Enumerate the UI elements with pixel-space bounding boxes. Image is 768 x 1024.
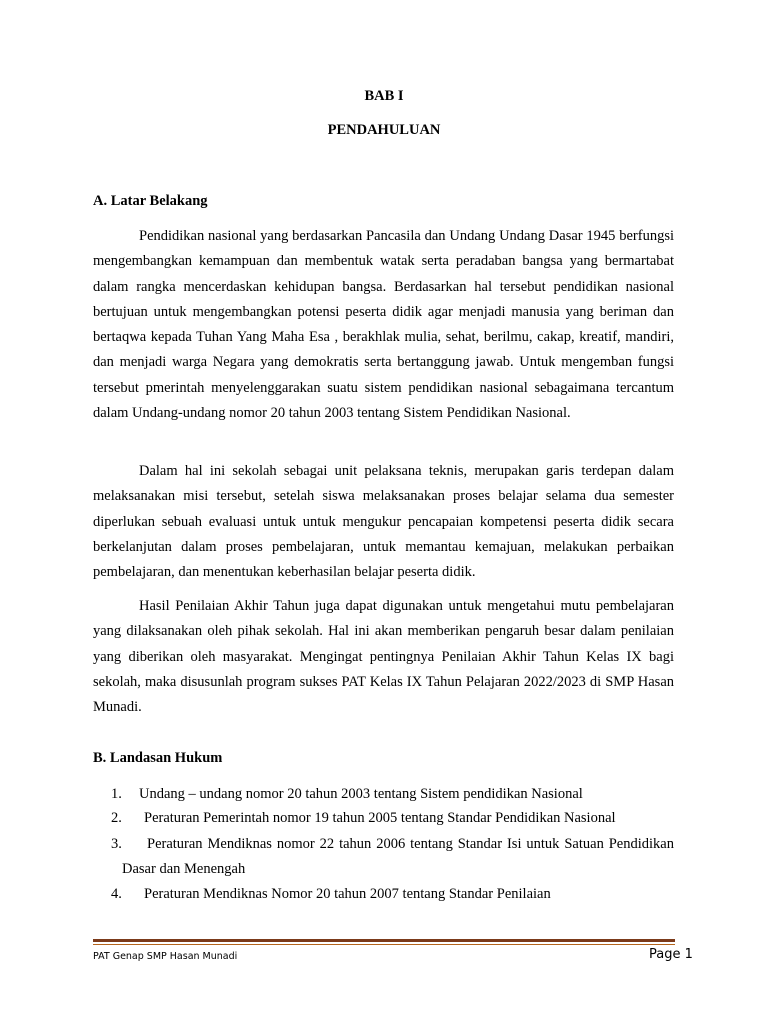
list-item-number: 2. <box>111 810 122 826</box>
list-item <box>93 806 674 830</box>
section-b-title: B. Landasan Hukum <box>93 750 223 766</box>
chapter-title: PENDAHULUAN <box>327 122 441 138</box>
section-a-title: A. Latar Belakang <box>93 193 208 209</box>
page-number: Page 1 <box>649 947 693 962</box>
list-item-number: 1. <box>111 786 122 802</box>
footer-rule-thin <box>93 944 675 945</box>
list-item <box>93 832 674 882</box>
footer-document-name: PAT Genap SMP Hasan Munadi <box>93 951 238 962</box>
footer-rule <box>93 939 675 942</box>
list-item <box>93 882 674 906</box>
chapter-number: BAB I <box>364 88 404 104</box>
list-item-text: Peraturan Mendiknas nomor 22 tahun 2006 tentang Standar Isi untuk Satuan Pendidikan Dasar dan Menengah <box>122 836 674 877</box>
paragraph-2: Dalam hal ini sekolah sebagai unit pelaksana teknis, merupakan garis terdepan dalam melaksanakan misi tersebut, setelah siswa melaksanakan proses belajar selama dua semester diperlukan sebuah evaluasi untuk untuk mengukur pencapaian kompetensi peserta didik secara berkelanjutan dalam proses pembelajaran, untuk memantau kemajuan, melakukan perbaikan pembelajaran, dan menentukan keberhasilan belajar peserta didik. <box>93 463 674 581</box>
list-item-text: Peraturan Pemerintah nomor 19 tahun 2005 tentang Standar Pendidikan Nasional <box>144 810 616 826</box>
list-item-text: Undang – undang nomor 20 tahun 2003 tentang Sistem pendidikan Nasional <box>139 786 583 802</box>
list-item <box>93 782 674 806</box>
list-item-number: 3. <box>111 836 122 852</box>
list-item-text: Peraturan Mendiknas Nomor 20 tahun 2007 tentang Standar Penilaian <box>144 886 551 902</box>
list-item-number: 4. <box>111 886 122 902</box>
paragraph-3: Hasil Penilaian Akhir Tahun juga dapat digunakan untuk mengetahui mutu pembelajaran yang dilaksanakan oleh pihak sekolah. Hal ini akan memberikan pengaruh besar dalam penilaian yang diberikan oleh masyarakat. Mengingat pentingnya Penilaian Akhir Tahun Kelas IX bagi sekolah, maka disusunlah program sukses PAT Kelas IX Tahun Pelajaran 2022/2023 di SMP Hasan Munadi. <box>93 598 674 716</box>
paragraph-1: Pendidikan nasional yang berdasarkan Pancasila dan Undang Undang Dasar 1945 berfungsi mengembangkan kemampuan dan membentuk watak serta peradaban bangsa yang bermartabat dalam rangka mencerdaskan kehidupan bangsa. Berdasarkan hal tersebut pendidikan nasional bertujuan untuk mengembangkan potensi peserta didik agar menjadi manusia yang beriman dan bertaqwa kepada Tuhan Yang Maha Esa , berakhlak mulia, sehat, berilmu, cakap, kreatif, mandiri, dan menjadi warga Negara yang demokratis serta bertanggung jawab. Untuk mengemban fungsi tersebut pmerintah menyelenggarakan suatu sistem pendidikan nasional sebagaimana tercantum dalam Undang-undang nomor 20 tahun 2003 tentang Sistem Pendidikan Nasional. <box>93 228 674 422</box>
